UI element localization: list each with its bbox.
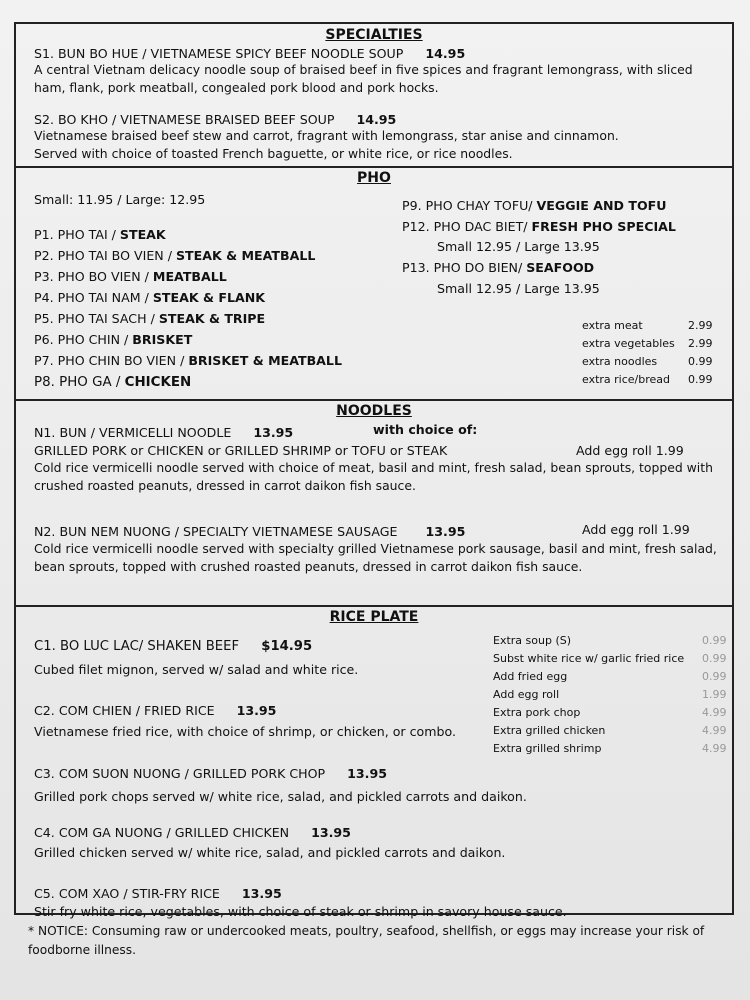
item-english-name: BRISKET & MEATBALL <box>188 353 342 368</box>
item-english-name: CHICKEN <box>124 375 192 390</box>
item-english-name: STEAK & MEATBALL <box>175 248 316 263</box>
item-name: PHO CHIN BO VIEN <box>57 353 177 368</box>
item-description-c1: Cubed filet mignon, served w/ salad and white rice. <box>34 662 359 677</box>
item-code: N2. <box>34 524 56 539</box>
menu-item-p6: P6. PHO CHIN / BRISKET <box>34 332 193 347</box>
item-english-name: SEAFOOD <box>526 260 595 275</box>
item-code: P4. <box>34 290 54 305</box>
menu-item-p1: P1. PHO TAI / STEAK <box>34 227 166 242</box>
item-english-name: STEAK <box>119 227 166 242</box>
item-code: P2. <box>34 248 54 263</box>
n2-addon: Add egg roll 1.99 <box>582 522 690 537</box>
rice-extra-price: 4.99 <box>702 724 727 737</box>
item-name: COM XAO / STIR-FRY RICE <box>58 886 220 901</box>
notice-line: foodborne illness. <box>28 943 136 957</box>
item-description-n1 <box>34 459 724 495</box>
desc-line: Vietnamese braised beef stew and carrot, fragrant with lemongrass, star anise and cinnamon. <box>34 128 619 143</box>
rice-plate-section <box>16 605 732 919</box>
menu-item-p12: P12. PHO DAC BIET/ FRESH PHO SPECIAL <box>402 219 676 234</box>
item-english-name: FRESH PHO SPECIAL <box>531 219 676 234</box>
item-code: P7. <box>34 353 54 368</box>
pho-extra-label: extra noodles <box>582 355 658 368</box>
rice-extra-label: Extra grilled shrimp <box>493 742 602 755</box>
item-code: C2. <box>34 703 55 718</box>
item-name: PHO GA <box>59 375 112 390</box>
item-code: P3. <box>34 269 54 284</box>
item-code: P13. <box>402 260 430 275</box>
item-code: P6. <box>34 332 54 347</box>
desc-line: Served with choice of toasted French baguette, or white rice, or rice noodles. <box>34 146 513 161</box>
item-price: 13.95 <box>425 524 466 539</box>
item-price: 14.95 <box>356 112 397 127</box>
rice-plate-heading: RICE PLATE <box>329 609 419 625</box>
item-name: COM GA NUONG / GRILLED CHICKEN <box>58 825 290 840</box>
item-english-name: STEAK & FLANK <box>152 290 266 305</box>
menu-item-c1 <box>34 639 312 654</box>
n1-choice-label: with choice of: <box>373 422 478 437</box>
menu-item-c5 <box>34 886 282 901</box>
noodles-heading: NOODLES <box>336 403 412 419</box>
menu-item-p5: P5. PHO TAI SACH / STEAK & TRIPE <box>34 311 266 326</box>
item-description-s2 <box>34 127 724 163</box>
item-description-c3: Grilled pork chops served w/ white rice, salad, and pickled carrots and daikon. <box>34 789 527 804</box>
menu-item-p9: P9. PHO CHAY TOFU/ VEGGIE AND TOFU <box>402 198 667 213</box>
menu-item-c3 <box>34 766 387 781</box>
item-name: PHO TAI SACH <box>57 311 147 326</box>
desc-line: ham, flank, pork meatball, congealed pork blood and pork hocks. <box>34 80 439 95</box>
rice-extra-price: 0.99 <box>702 652 727 665</box>
p13-size-price: Small 12.95 / Large 13.95 <box>437 281 600 296</box>
menu-item-p4: P4. PHO TAI NAM / STEAK & FLANK <box>34 290 266 305</box>
item-code: N1. <box>34 425 56 440</box>
pho-extra-label: extra rice/bread <box>582 373 671 386</box>
rice-extra-price: 4.99 <box>702 706 727 719</box>
item-code: C1. <box>34 639 56 654</box>
n1-protein-choices: GRILLED PORK or CHICKEN or GRILLED SHRIMP or TOFU or STEAK <box>34 443 448 458</box>
pho-extra-label: extra vegetables <box>582 337 675 350</box>
item-english-name: MEATBALL <box>152 269 227 284</box>
pho-size-price: Small: 11.95 / Large: 12.95 <box>34 192 206 207</box>
item-description-c5: Stir fry white rice, vegetables, with choice of steak or shrimp in savory house sauce. <box>34 904 567 919</box>
desc-line: crushed roasted peanuts, dressed in carrot daikon fish sauce. <box>34 478 416 493</box>
item-code: P8. <box>34 375 55 390</box>
pho-extra-label: extra meat <box>582 319 643 332</box>
menu-item-s1 <box>34 46 465 61</box>
desc-line: Cold rice vermicelli noodle served with specialty grilled Vietnamese pork sausage, basil and mint, fresh salad, <box>34 541 717 556</box>
item-name: PHO DO BIEN <box>433 260 518 275</box>
item-code: S1. <box>34 46 55 61</box>
pho-extra-price: 2.99 <box>688 337 713 350</box>
rice-extra-label: Extra grilled chicken <box>493 724 606 737</box>
menu-item-p3: P3. PHO BO VIEN / MEATBALL <box>34 269 227 284</box>
desc-line: Cold rice vermicelli noodle served with choice of meat, basil and mint, fresh salad, bean sprouts, topped with <box>34 460 713 475</box>
rice-extra-label: Subst white rice w/ garlic fried rice <box>493 652 685 665</box>
item-name: PHO DAC BIET <box>433 219 524 234</box>
item-price: 13.95 <box>236 703 277 718</box>
item-code: S2. <box>34 112 55 127</box>
item-name: BUN BO HUE / VIETNAMESE SPICY BEEF NOODLE SOUP <box>58 46 404 61</box>
specialties-section <box>16 24 732 166</box>
item-name: PHO TAI BO VIEN <box>57 248 164 263</box>
pho-heading: PHO <box>357 170 391 186</box>
menu-item-c2 <box>34 703 276 718</box>
menu-frame <box>14 22 734 919</box>
item-description-s1 <box>34 61 724 97</box>
item-name: BO LUC LAC/ SHAKEN BEEF <box>60 639 240 654</box>
item-name: PHO TAI <box>57 227 108 242</box>
item-code: P1. <box>34 227 54 242</box>
item-code: C4. <box>34 825 55 840</box>
rice-extra-price: 4.99 <box>702 742 727 755</box>
rice-extra-price: 0.99 <box>702 634 727 647</box>
item-price: 13.95 <box>253 425 294 440</box>
item-price: 13.95 <box>347 766 387 781</box>
item-english-name: BRISKET <box>132 332 193 347</box>
item-description-c2: Vietnamese fried rice, with choice of shrimp, or chicken, or combo. <box>34 724 456 739</box>
item-name: PHO BO VIEN <box>57 269 141 284</box>
item-name: PHO CHAY TOFU <box>425 198 529 213</box>
rice-extra-label: Extra soup (S) <box>493 634 572 647</box>
item-code: C3. <box>34 766 55 781</box>
item-code: P9. <box>402 198 422 213</box>
item-description-c4: Grilled chicken served w/ white rice, salad, and pickled carrots and daikon. <box>34 845 506 860</box>
item-price: 13.95 <box>241 886 282 901</box>
item-name: COM SUON NUONG / GRILLED PORK CHOP <box>58 766 326 781</box>
rice-extra-label: Add egg roll <box>493 688 560 701</box>
menu-item-p13: P13. PHO DO BIEN/ SEAFOOD <box>402 260 595 275</box>
pho-section <box>16 166 732 399</box>
notice-line: * NOTICE: Consuming raw or undercooked meats, poultry, seafood, shellfish, or eggs may increase your risk of <box>28 924 705 938</box>
item-english-name: STEAK & TRIPE <box>158 311 266 326</box>
item-code: C5. <box>34 886 55 901</box>
desc-line: bean sprouts, topped with crushed roasted peanuts, dressed in carrot daikon fish sauce. <box>34 559 583 574</box>
item-price: $14.95 <box>261 639 313 654</box>
food-safety-notice <box>28 922 718 960</box>
p12-size-price: Small 12.95 / Large 13.95 <box>437 239 600 254</box>
item-name: COM CHIEN / FRIED RICE <box>58 703 215 718</box>
item-name: BUN / VERMICELLI NOODLE <box>59 425 232 440</box>
rice-extra-label: Add fried egg <box>493 670 568 683</box>
noodles-section <box>16 399 732 605</box>
menu-item-s2 <box>34 112 396 127</box>
pho-extra-price: 0.99 <box>688 355 713 368</box>
menu-item-p2: P2. PHO TAI BO VIEN / STEAK & MEATBALL <box>34 248 316 263</box>
n1-addon: Add egg roll 1.99 <box>576 443 684 458</box>
rice-extra-price: 0.99 <box>702 670 727 683</box>
item-name: PHO CHIN <box>57 332 121 347</box>
menu-item-n2 <box>34 524 465 539</box>
item-name: BO KHO / VIETNAMESE BRAISED BEEF SOUP <box>58 112 335 127</box>
item-code: P12. <box>402 219 430 234</box>
pho-extra-price: 0.99 <box>688 373 713 386</box>
menu-item-p8: P8. PHO GA / CHICKEN <box>34 375 192 390</box>
rice-extra-price: 1.99 <box>702 688 727 701</box>
menu-item-c4 <box>34 825 351 840</box>
item-name: PHO TAI NAM <box>57 290 141 305</box>
item-price: 14.95 <box>425 46 466 61</box>
rice-extra-label: Extra pork chop <box>493 706 581 719</box>
item-description-n2 <box>34 540 724 576</box>
item-english-name: VEGGIE AND TOFU <box>536 198 667 213</box>
item-name: BUN NEM NUONG / SPECIALTY VIETNAMESE SAUSAGE <box>59 524 398 539</box>
pho-extra-price: 2.99 <box>688 319 713 332</box>
desc-line: A central Vietnam delicacy noodle soup of braised beef in five spices and fragrant lemongrass, with sliced <box>34 62 693 77</box>
menu-item-n1 <box>34 425 293 440</box>
item-code: P5. <box>34 311 54 326</box>
item-price: 13.95 <box>311 825 351 840</box>
menu-item-p7: P7. PHO CHIN BO VIEN / BRISKET & MEATBALL <box>34 353 342 368</box>
specialties-heading: SPECIALTIES <box>325 27 423 43</box>
